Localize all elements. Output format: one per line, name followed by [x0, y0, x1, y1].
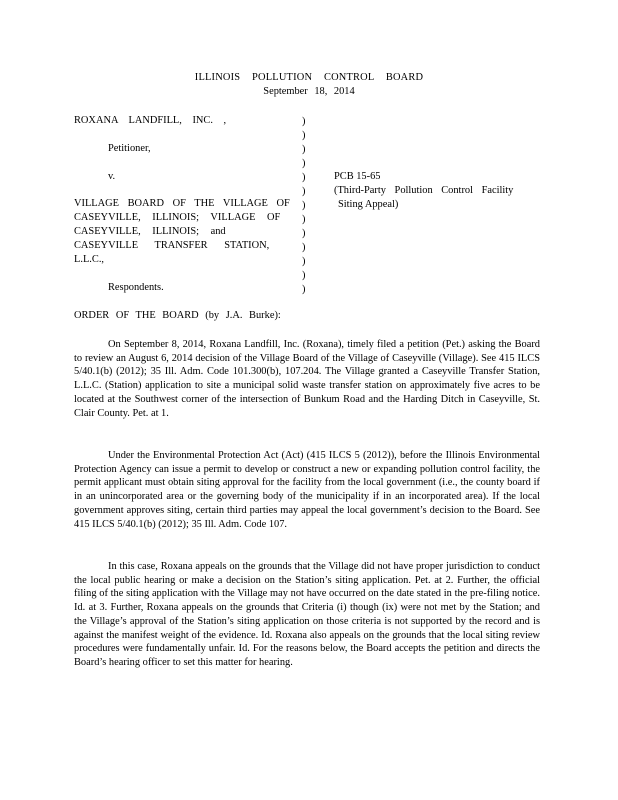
respondents-label: Respondents. [108, 282, 164, 293]
respondent-line: VILLAGE BOARD OF THE VILLAGE OF [74, 198, 290, 209]
body-paragraph [74, 560, 540, 670]
body-paragraph [74, 449, 540, 531]
paragraph-text: On September 8, 2014, Roxana Landfill, Inc. (Roxana), timely filed a petition (Pet.) asking the Board to review an August 6, 2014 decision of the Village Board of the Village of Caseyville (Village). See 415 ILCS 5/40.1(b) (2012); 35 Ill. Adm. Code 101.300(b), 107.204. The Village granted a Caseyville Transfer Station, L.L.C. (Station) application to site a municipal solid waste transfer station on approximately five acres to be located at the Southwest corner of the intersection of Bunkum Road and the Harding Ditch in Caseyville, St. Clair County. Pet. at 1. [74, 339, 540, 419]
caption-parentheses: ) ) ) ) ) ) ) ) ) ) ) ) ) [302, 116, 306, 295]
respondent-line: CASEYVILLE, ILLINOIS; and [74, 226, 226, 237]
document-header [0, 71, 618, 99]
petitioner-label: Petitioner, [108, 143, 151, 154]
paragraph-text: Under the Environmental Protection Act (Act) (415 ILCS 5 (2012)), before the Illinois Environmental Protection Agency can issue a permit to develop or construct a new or expanding pollution control facility, the permit applicant must obtain siting approval for the facility from the local government (i.e., the county board if in an unincorporated area or the governing body of the municipality if in an incorporated area). If the local government approves siting, certain third parties may appeal the local government’s decision to the Board. See 415 ILCS 5/40.1(b) (2012); 35 Ill. Adm. Code 107. [74, 450, 540, 530]
versus-label: v. [108, 171, 116, 182]
case-caption-number [334, 170, 513, 212]
case-type-line: (Third-Party Pollution Control Facility [334, 185, 514, 196]
petitioner-name: ROXANA LANDFILL, INC. , [74, 115, 227, 126]
respondent-line: CASEYVILLE TRANSFER STATION, [74, 240, 270, 251]
paragraph-text: In this case, Roxana appeals on the grounds that the Village did not have proper jurisdiction to conduct the local public hearing or make a decision on the Station’s siting application. Pet. at 2. Further, the official filing of the siting application with the Village may not have occurred on the date stated in the pre-filing notice. Id. at 3. Further, Roxana appeals on the grounds that Criteria (i) though (ix) were not met by the Station; and the Village’s approval of the Station’s siting application on those criteria is not supported by the record and is against the manifest weight of the evidence. Id. Roxana also appeals on the grounds that the local siting review procedures were fundamentally unfair. Id. For the reasons below, the Board accepts the petition and directs the Board’s hearing officer to set this matter for hearing. [74, 561, 540, 668]
board-name: ILLINOIS POLLUTION CONTROL BOARD [194, 72, 424, 83]
case-type-line: Siting Appeal) [338, 199, 399, 210]
order-heading: ORDER OF THE BOARD (by J.A. Burke): [74, 310, 281, 321]
case-number: PCB 15-65 [334, 171, 381, 182]
respondent-line: L.L.C., [74, 254, 105, 265]
body-paragraph [74, 338, 540, 420]
respondent-line: CASEYVILLE, ILLINOIS; VILLAGE OF [74, 212, 281, 223]
document-date: September 18, 2014 [263, 86, 355, 97]
